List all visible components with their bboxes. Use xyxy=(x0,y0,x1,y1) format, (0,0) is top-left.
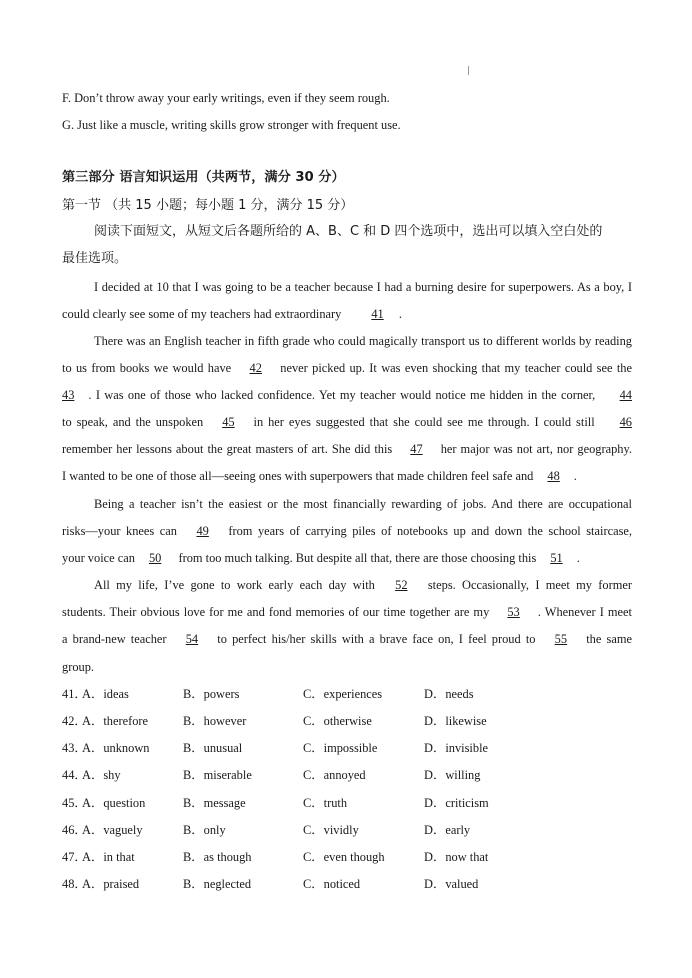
option-a: A．shy xyxy=(82,768,121,782)
question-number: 46． xyxy=(62,823,87,837)
passage-text: could clearly see some of my teachers had extraordinary xyxy=(62,307,342,321)
passage-line xyxy=(62,360,632,376)
question-number: 44． xyxy=(62,768,87,782)
passage-line xyxy=(62,468,632,484)
passage-line: I decided at 10 that I was going to be a teacher because I had a burning desire for superpowers. As a boy, I xyxy=(94,280,632,294)
option-c: C．even though xyxy=(303,850,385,864)
blank-45: 45 xyxy=(222,415,235,429)
blank-54: 54 xyxy=(185,632,199,646)
passage-line xyxy=(62,577,632,593)
option-a: A．in that xyxy=(82,850,135,864)
passage-line xyxy=(62,306,632,322)
blank-50: 50 xyxy=(148,551,162,565)
question-number: 41． xyxy=(62,687,87,701)
passage-text: . xyxy=(576,551,580,565)
option-c: C．otherwise xyxy=(303,714,372,728)
passage-text: I wanted to be one of those all—seeing ones with superpowers that made children feel safe and xyxy=(62,469,534,483)
option-d: D．invisible xyxy=(424,741,489,755)
option-c: C．vividly xyxy=(303,823,359,837)
page-mark xyxy=(468,66,469,75)
passage-text: . xyxy=(395,307,402,321)
option-b: B．powers xyxy=(183,687,240,701)
passage-text: to speak, and the unspoken xyxy=(62,415,204,429)
section-subtitle: 第一节 （共 15 小题；每小题 1 分，满分 15 分） xyxy=(62,198,354,213)
passage-text: from too much talking. But despite all that, there are those choosing this xyxy=(178,551,537,565)
passage-line xyxy=(62,550,632,566)
passage-text: . xyxy=(573,469,577,483)
passage-text: to us from books we would have xyxy=(62,361,232,375)
blank-43: 43 xyxy=(62,388,75,402)
option-c: C．experiences xyxy=(303,687,383,701)
option-c: C．truth xyxy=(303,796,348,810)
passage-text: risks—your knees can xyxy=(62,524,177,538)
blank-42: 42 xyxy=(249,361,262,375)
passage-line xyxy=(62,523,632,539)
option-b: B．unusual xyxy=(183,741,243,755)
blank-47: 47 xyxy=(410,442,423,456)
blank-46: 46 xyxy=(619,415,632,429)
passage-text: All my life, I’ve gone to work early each day with xyxy=(94,578,375,592)
option-b: B．miserable xyxy=(183,768,252,782)
blank-55: 55 xyxy=(554,632,568,646)
passage-text: . Whenever I meet xyxy=(537,605,632,619)
option-d: D．likewise xyxy=(424,714,487,728)
option-c: C．annoyed xyxy=(303,768,366,782)
question-number: 48． xyxy=(62,877,87,891)
blank-44: 44 xyxy=(619,388,632,402)
blank-41: 41 xyxy=(371,307,384,321)
blank-53: 53 xyxy=(507,605,520,619)
option-d: D．needs xyxy=(424,687,474,701)
passage-line: There was an English teacher in fifth grade who could magically transport us to different worlds by reading xyxy=(94,334,632,348)
passage-line xyxy=(62,604,632,620)
instruction-line-1: 阅读下面短文，从短文后各题所给的 A、B、C 和 D 四个选项中，选出可以填入空白处的 xyxy=(94,224,603,239)
option-d: D．willing xyxy=(424,768,481,782)
option-a: A．praised xyxy=(82,877,140,891)
option-a: A．ideas xyxy=(82,687,129,701)
option-a: A．therefore xyxy=(82,714,149,728)
option-d: D．now that xyxy=(424,850,489,864)
passage-text: the same xyxy=(586,632,632,646)
blank-49: 49 xyxy=(196,524,209,538)
question-number: 42． xyxy=(62,714,87,728)
passage-line: Being a teacher isn’t the easiest or the most financially rewarding of jobs. And there are occupational xyxy=(94,497,632,511)
option-d: D．criticism xyxy=(424,796,489,810)
section-title: 第三部分 语言知识运用（共两节，满分 30 分） xyxy=(62,170,345,185)
option-g: G. Just like a muscle, writing skills grow stronger with frequent use. xyxy=(62,118,401,132)
blank-48: 48 xyxy=(547,469,560,483)
blank-51: 51 xyxy=(550,551,563,565)
passage-line xyxy=(62,387,632,403)
passage-text: her major was not art, nor geography. xyxy=(440,442,632,456)
passage-text: students. Their obvious love for me and fond memories of our time together are my xyxy=(62,605,490,619)
option-c: C．impossible xyxy=(303,741,378,755)
passage-text: from years of carrying piles of notebooks up and down the school staircase, xyxy=(228,524,632,538)
passage-text: in her eyes suggested that she could see me through. I could still xyxy=(253,415,595,429)
passage-text: a brand-new teacher xyxy=(62,632,167,646)
passage-line: group. xyxy=(62,660,95,674)
passage-line xyxy=(62,441,632,457)
option-b: B．message xyxy=(183,796,246,810)
passage-line xyxy=(62,414,632,430)
option-d: D．early xyxy=(424,823,471,837)
question-number: 43． xyxy=(62,741,87,755)
option-d: D．valued xyxy=(424,877,479,891)
option-c: C．noticed xyxy=(303,877,361,891)
passage-text: to perfect his/her skills with a brave face on, I feel proud to xyxy=(217,632,536,646)
passage-text: steps. Occasionally, I meet my former xyxy=(427,578,632,592)
passage-text: your voice can xyxy=(62,551,135,565)
passage-text: . I was one of those who lacked confidence. Yet my teacher would notice me hidden in the corner, xyxy=(88,388,596,402)
option-a: A．vaguely xyxy=(82,823,143,837)
option-a: A．question xyxy=(82,796,146,810)
option-b: B．neglected xyxy=(183,877,252,891)
option-b: B．only xyxy=(183,823,226,837)
question-number: 45． xyxy=(62,796,87,810)
passage-line xyxy=(62,631,632,647)
option-b: B．as though xyxy=(183,850,252,864)
option-b: B．however xyxy=(183,714,247,728)
passage-text: remember her lessons about the great masters of art. She did this xyxy=(62,442,393,456)
blank-52: 52 xyxy=(395,578,408,592)
instruction-line-2: 最佳选项。 xyxy=(62,251,128,266)
option-f: F. Don’t throw away your early writings, even if they seem rough. xyxy=(62,91,390,105)
question-number: 47． xyxy=(62,850,87,864)
option-a: A．unknown xyxy=(82,741,150,755)
passage-text: never picked up. It was even shocking that my teacher could see the xyxy=(280,361,632,375)
